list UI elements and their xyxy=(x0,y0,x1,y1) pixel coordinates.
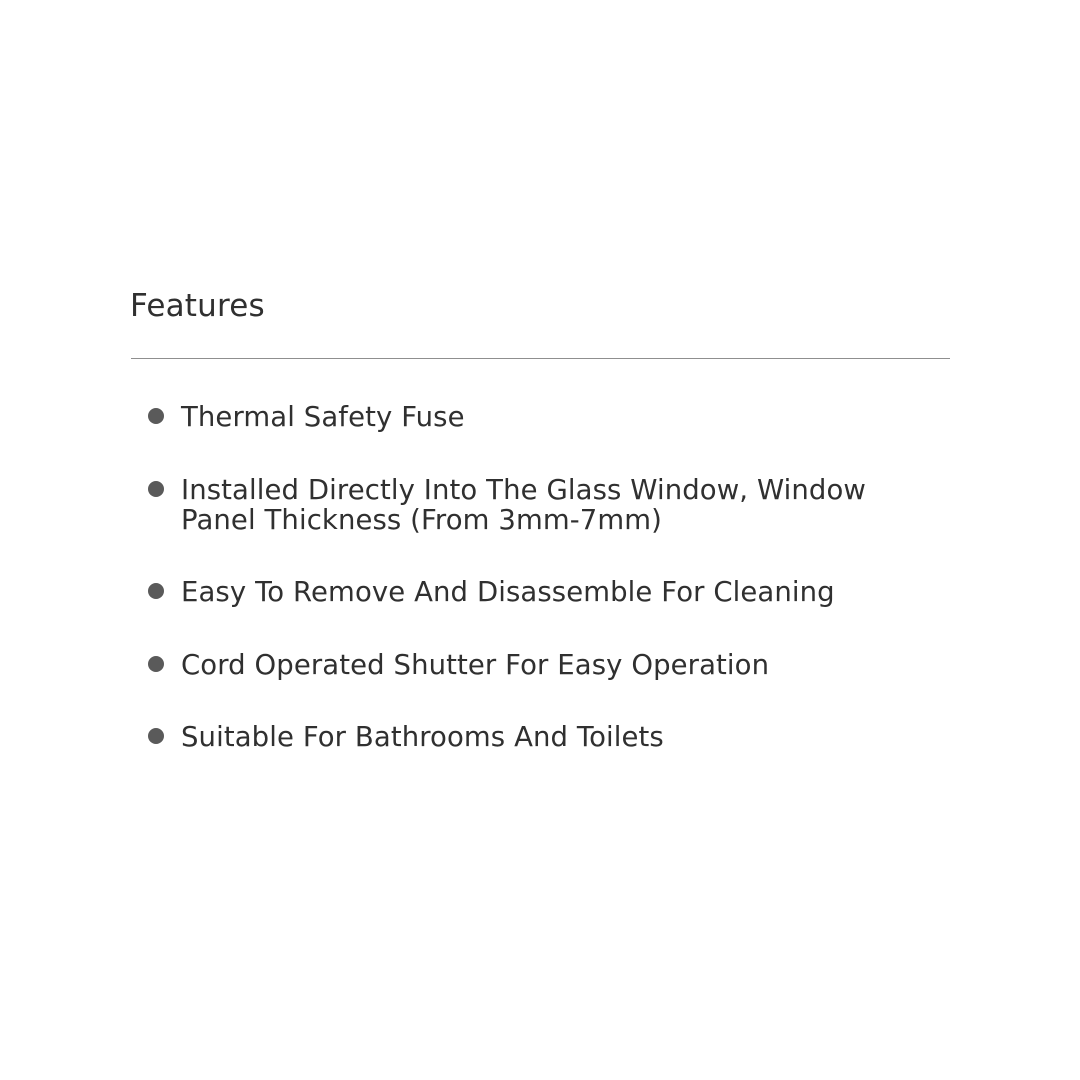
feature-text: Thermal Safety Fuse xyxy=(181,401,465,433)
feature-text: Suitable For Bathrooms And Toilets xyxy=(181,721,664,753)
bullet-icon xyxy=(148,656,164,672)
feature-text: Easy To Remove And Disassemble For Cleaning xyxy=(181,576,835,608)
bullet-icon xyxy=(148,408,164,424)
section-divider xyxy=(131,358,950,359)
bullet-icon xyxy=(148,728,164,744)
feature-text: Installed Directly Into The Glass Window, Window Panel Thickness (From 3mm-7mm) xyxy=(181,474,867,536)
features-section xyxy=(130,280,950,753)
feature-text: Cord Operated Shutter For Easy Operation xyxy=(181,649,770,681)
section-title: Features xyxy=(130,288,265,324)
bullet-icon xyxy=(148,583,164,599)
bullet-icon xyxy=(148,481,164,497)
